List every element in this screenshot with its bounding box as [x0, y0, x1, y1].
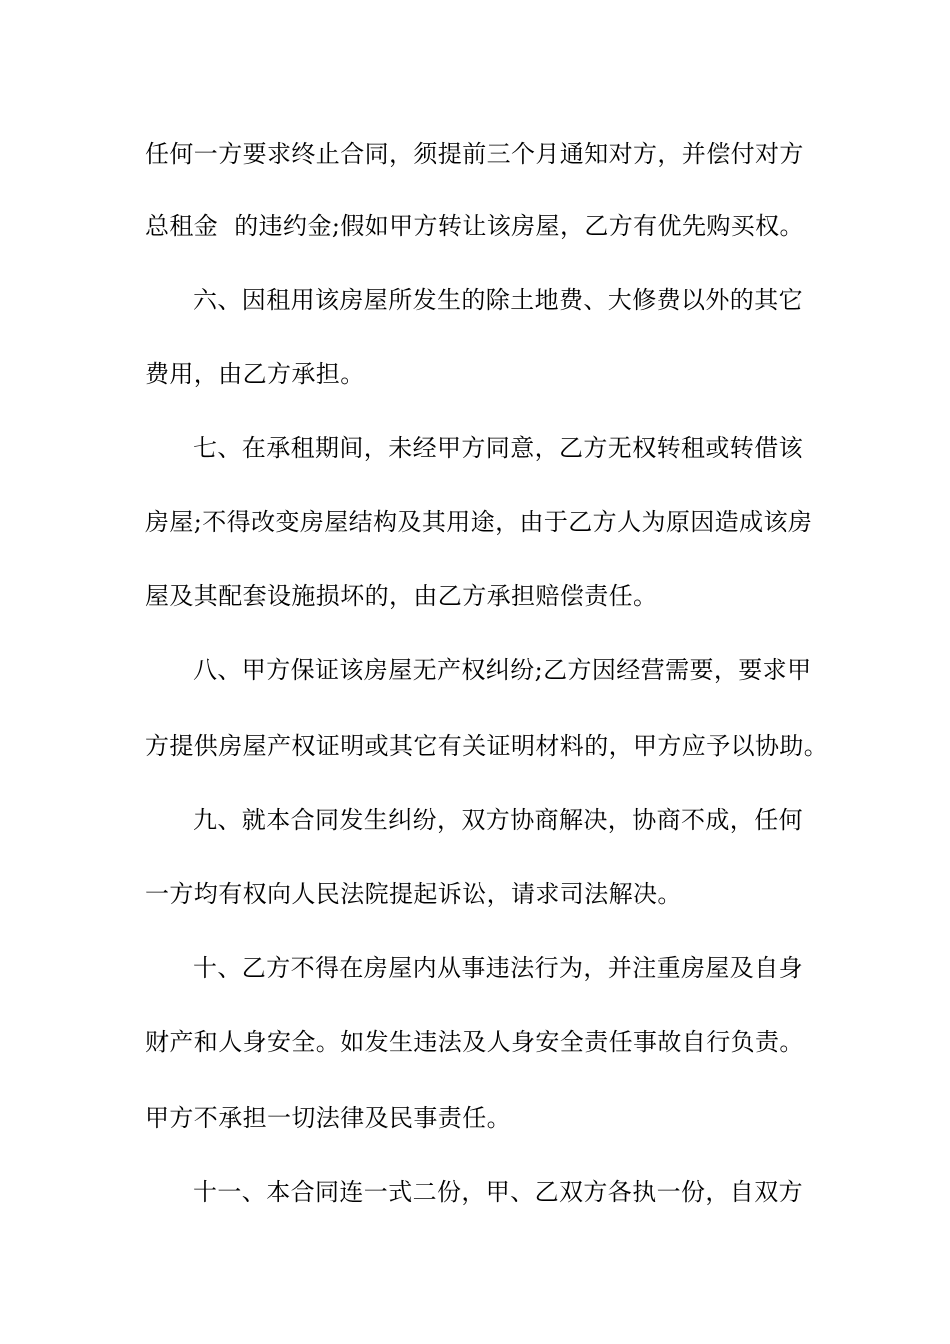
paragraph-start-line: 九、就本合同发生纠纷，双方协商解决，协商不成，任何	[193, 806, 803, 834]
text-line: 总租金 的违约金;假如甲方转让该房屋，乙方有优先购买权。	[145, 212, 804, 240]
text-line: 房屋;不得改变房屋结构及其用途，由于乙方人为原因造成该房	[145, 508, 813, 536]
paragraph-start-line: 七、在承租期间，未经甲方同意，乙方无权转租或转借该	[193, 434, 803, 462]
text-line: 费用，由乙方承担。	[145, 360, 365, 388]
text-line: 一方均有权向人民法院提起诉讼，请求司法解决。	[145, 880, 682, 908]
text-line: 屋及其配套设施损坏的，由乙方承担赔偿责任。	[145, 582, 658, 610]
paragraph-start-line: 六、因租用该房屋所发生的除土地费、大修费以外的其它	[193, 286, 803, 314]
text-line: 方提供房屋产权证明或其它有关证明材料的，甲方应予以协助。	[145, 732, 829, 760]
paragraph-start-line: 八、甲方保证该房屋无产权纠纷;乙方因经营需要，要求甲	[193, 656, 812, 684]
paragraph-start-line: 十一、本合同连一式二份，甲、乙双方各执一份，自双方	[193, 1178, 803, 1206]
text-line: 财产和人身安全。如发生违法及人身安全责任事故自行负责。	[145, 1028, 804, 1056]
text-line: 任何一方要求终止合同，须提前三个月通知对方，并偿付对方	[145, 140, 804, 168]
text-line: 甲方不承担一切法律及民事责任。	[145, 1104, 511, 1132]
paragraph-start-line: 十、乙方不得在房屋内从事违法行为，并注重房屋及自身	[193, 954, 803, 982]
